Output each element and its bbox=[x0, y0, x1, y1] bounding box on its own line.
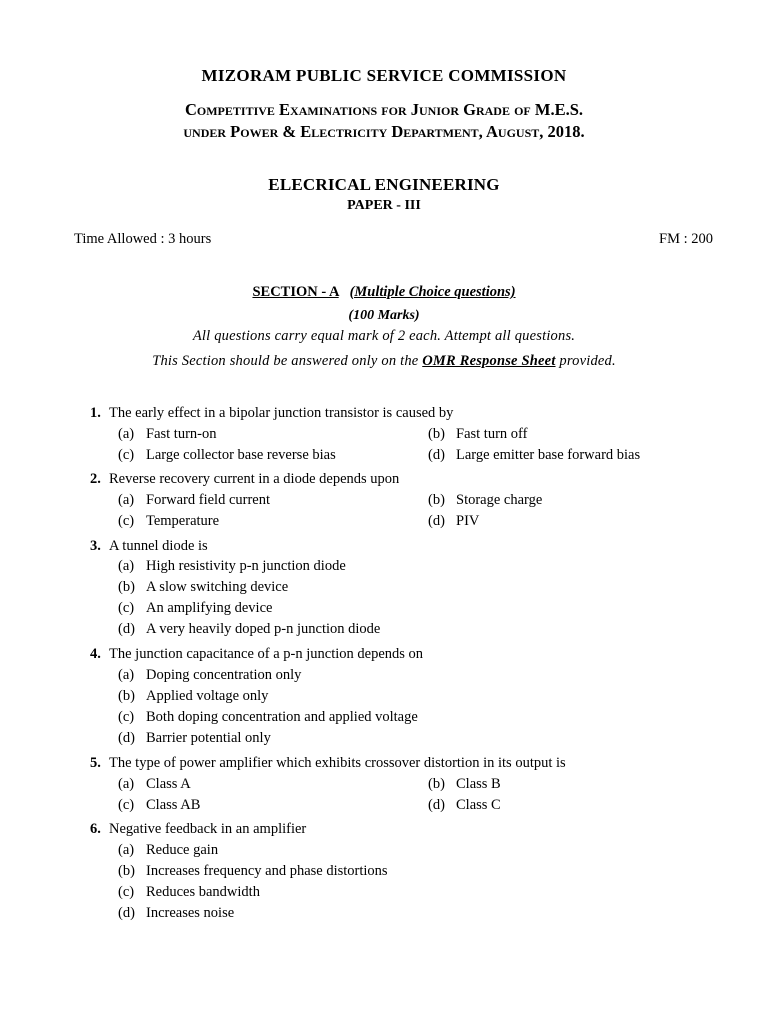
answer-option bbox=[118, 776, 191, 793]
answer-option bbox=[428, 513, 479, 530]
option-label: (c) bbox=[118, 600, 135, 616]
option-text: Fast turn off bbox=[456, 426, 528, 442]
answer-option bbox=[118, 709, 418, 726]
exam-subtitle-line2: under Power & Electricity Department, August, 2018. bbox=[183, 122, 585, 141]
instruction-omr-suffix: provided. bbox=[555, 353, 616, 369]
option-text: Increases noise bbox=[146, 905, 235, 921]
option-label: (d) bbox=[428, 513, 445, 529]
answer-option bbox=[428, 492, 542, 509]
question-stem bbox=[90, 538, 208, 555]
answer-option bbox=[428, 797, 501, 814]
instruction-equal-marks: All questions carry equal mark of 2 each. Attempt all questions. bbox=[192, 328, 576, 344]
answer-option bbox=[118, 884, 260, 901]
option-text: Class C bbox=[456, 797, 501, 813]
question-stem bbox=[90, 821, 306, 838]
question-text: A tunnel diode is bbox=[109, 538, 208, 554]
section-description: (Multiple Choice questions) bbox=[349, 284, 516, 300]
answer-option bbox=[118, 579, 288, 596]
question-stem bbox=[90, 755, 566, 772]
section-marks: (100 Marks) bbox=[348, 308, 420, 323]
answer-option bbox=[118, 863, 388, 880]
option-label: (b) bbox=[428, 776, 445, 792]
question-number: 5. bbox=[90, 755, 101, 771]
option-text: Barrier potential only bbox=[146, 730, 271, 746]
option-label: (b) bbox=[428, 492, 445, 508]
option-label: (d) bbox=[428, 797, 445, 813]
time-allowed: Time Allowed : 3 hours bbox=[74, 231, 212, 247]
question-stem bbox=[90, 646, 423, 663]
paper-number: PAPER - III bbox=[347, 198, 421, 213]
answer-option bbox=[428, 776, 501, 793]
option-label: (b) bbox=[428, 426, 445, 442]
section-label: SECTION - A bbox=[252, 284, 339, 300]
question-stem bbox=[90, 405, 453, 422]
answer-option bbox=[118, 688, 268, 705]
option-text: An amplifying device bbox=[146, 600, 273, 616]
option-label: (a) bbox=[118, 776, 135, 792]
question-number: 2. bbox=[90, 471, 101, 487]
full-marks: FM : 200 bbox=[659, 231, 713, 247]
option-text: Large emitter base forward bias bbox=[456, 447, 641, 463]
option-label: (a) bbox=[118, 492, 135, 508]
option-text: Fast turn-on bbox=[146, 426, 217, 442]
option-label: (d) bbox=[428, 447, 445, 463]
answer-option bbox=[118, 426, 216, 443]
option-label: (c) bbox=[118, 884, 135, 900]
answer-option bbox=[118, 447, 336, 464]
option-label: (a) bbox=[118, 667, 135, 683]
option-label: (a) bbox=[118, 842, 135, 858]
option-label: (d) bbox=[118, 905, 135, 921]
option-text: Reduces bandwidth bbox=[146, 884, 260, 900]
exam-subtitle-line1: Competitive Examinations for Junior Grade of M.E.S. bbox=[184, 100, 583, 119]
question-text: The type of power amplifier which exhibits crossover distortion in its output is bbox=[109, 755, 566, 771]
answer-option bbox=[118, 558, 346, 575]
answer-option bbox=[118, 600, 272, 617]
question-number: 3. bbox=[90, 538, 101, 554]
question-text: The junction capacitance of a p-n junction depends on bbox=[109, 646, 424, 662]
answer-option bbox=[118, 730, 271, 747]
option-label: (d) bbox=[118, 621, 135, 637]
option-text: Storage charge bbox=[456, 492, 543, 508]
option-text: Reduce gain bbox=[146, 842, 219, 858]
answer-option bbox=[118, 667, 301, 684]
answer-option bbox=[428, 426, 527, 443]
answer-option bbox=[118, 492, 270, 509]
option-text: A very heavily doped p-n junction diode bbox=[146, 621, 381, 637]
option-label: (b) bbox=[118, 863, 135, 879]
option-text: Applied voltage only bbox=[146, 688, 269, 704]
option-text: Class B bbox=[456, 776, 501, 792]
option-text: Increases frequency and phase distortions bbox=[146, 863, 388, 879]
omr-response-sheet: OMR Response Sheet bbox=[422, 353, 556, 369]
option-label: (b) bbox=[118, 579, 135, 595]
option-text: Large collector base reverse bias bbox=[146, 447, 336, 463]
organization-title: MIZORAM PUBLIC SERVICE COMMISSION bbox=[201, 66, 567, 85]
question-text: The early effect in a bipolar junction transistor is caused by bbox=[109, 405, 454, 421]
option-label: (c) bbox=[118, 513, 135, 529]
option-text: Forward field current bbox=[146, 492, 271, 508]
subject-title: ELECRICAL ENGINEERING bbox=[268, 175, 500, 194]
option-text: Temperature bbox=[146, 513, 220, 529]
question-stem bbox=[90, 471, 399, 488]
answer-option bbox=[118, 797, 200, 814]
option-text: PIV bbox=[456, 513, 480, 529]
question-text: Reverse recovery current in a diode depends upon bbox=[109, 471, 400, 487]
question-number: 1. bbox=[90, 405, 101, 421]
option-text: Class AB bbox=[146, 797, 201, 813]
option-text: Class A bbox=[146, 776, 191, 792]
option-text: Both doping concentration and applied voltage bbox=[146, 709, 418, 725]
answer-option bbox=[428, 447, 640, 464]
option-label: (d) bbox=[118, 730, 135, 746]
question-text: Negative feedback in an amplifier bbox=[109, 821, 307, 837]
option-label: (a) bbox=[118, 426, 135, 442]
option-text: Doping concentration only bbox=[146, 667, 302, 683]
option-text: A slow switching device bbox=[146, 579, 289, 595]
section-heading bbox=[0, 284, 768, 301]
option-text: High resistivity p-n junction diode bbox=[146, 558, 346, 574]
answer-option bbox=[118, 621, 380, 638]
question-number: 4. bbox=[90, 646, 101, 662]
option-label: (c) bbox=[118, 447, 135, 463]
answer-option bbox=[118, 905, 234, 922]
option-label: (a) bbox=[118, 558, 135, 574]
instruction-omr bbox=[0, 353, 768, 370]
option-label: (c) bbox=[118, 797, 135, 813]
question-number: 6. bbox=[90, 821, 101, 837]
instruction-omr-prefix: This Section should be answered only on the bbox=[152, 353, 423, 369]
answer-option bbox=[118, 842, 218, 859]
option-label: (c) bbox=[118, 709, 135, 725]
answer-option bbox=[118, 513, 219, 530]
option-label: (b) bbox=[118, 688, 135, 704]
